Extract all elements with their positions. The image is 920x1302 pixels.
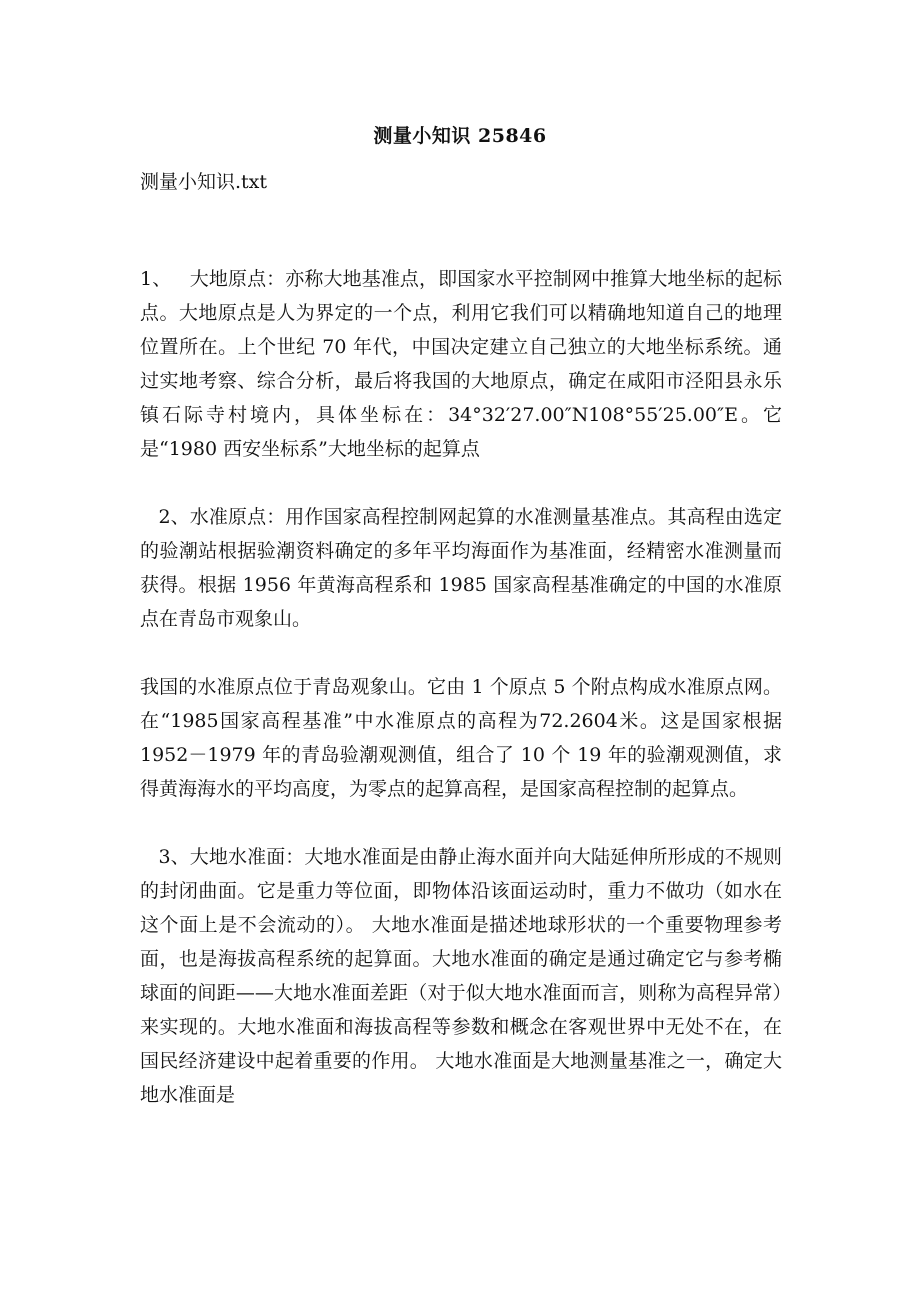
document-title: 测量小知识 25846 xyxy=(373,125,547,147)
document-subtitle: 测量小知识.txt xyxy=(140,171,268,193)
paragraph-leveling-origin: 2、水准原点：用作国家高程控制网起算的水准测量基准点。其高程由选定的验潮站根据验潮资料确定的多年平均海面作为基准面，经精密水准测量而获得。根据 1956 年黄海高程系和 1985 国家高程基准确定的中国的水准原点在青岛市观象山。 xyxy=(140,506,783,630)
paragraph-qingdao-origin: 我国的水准原点位于青岛观象山。它由 1 个原点 5 个附点构成水准原点网。在“1985国家高程基准”中水准原点的高程为72.2604米。这是国家根据 1952－1979 年的青岛验潮观测值，组合了 10 个 19 年的验潮观测值，求得黄海海水的平均高度，为零点的起算高程，是国家高程控制的起算点。 xyxy=(140,676,789,800)
paragraph-gap xyxy=(140,466,782,500)
paragraph-gap xyxy=(140,636,782,670)
document-body xyxy=(140,262,789,1112)
paragraph-gap xyxy=(140,806,782,840)
paragraph-geodetic-origin: 1、 大地原点：亦称大地基准点，即国家水平控制网中推算大地坐标的起标点。大地原点是人为界定的一个点，利用它我们可以精确地知道自己的地理位置所在。上个世纪 70 年代，中国决定建立自己独立的大地坐标系统。通过实地考察、综合分析，最后将我国的大地原点，确定在咸阳市泾阳县永乐镇石际寺村境内，具体坐标在：34°32′27.00″N108°55′25.00″E。它是“1980 西安坐标系”大地坐标的起算点 xyxy=(140,268,782,460)
paragraph-geoid: 3、大地水准面：大地水准面是由静止海水面并向大陆延伸所形成的不规则的封闭曲面。它是重力等位面，即物体沿该面运动时，重力不做功（如水在这个面上是不会流动的）。 大地水准面是描述地球形状的一个重要物理参考面，也是海拔高程系统的起算面。大地水准面的确定是通过确定它与参考椭球面的间距——大地水准面差距（对于似大地水准面而言，则称为高程异常）来实现的。大地水准面和海拔高程等参数和概念在客观世界中无处不在，在国民经济建设中起着重要的作用。 大地水准面是大地测量基准之一，确定大地水准面是 xyxy=(140,846,783,1106)
